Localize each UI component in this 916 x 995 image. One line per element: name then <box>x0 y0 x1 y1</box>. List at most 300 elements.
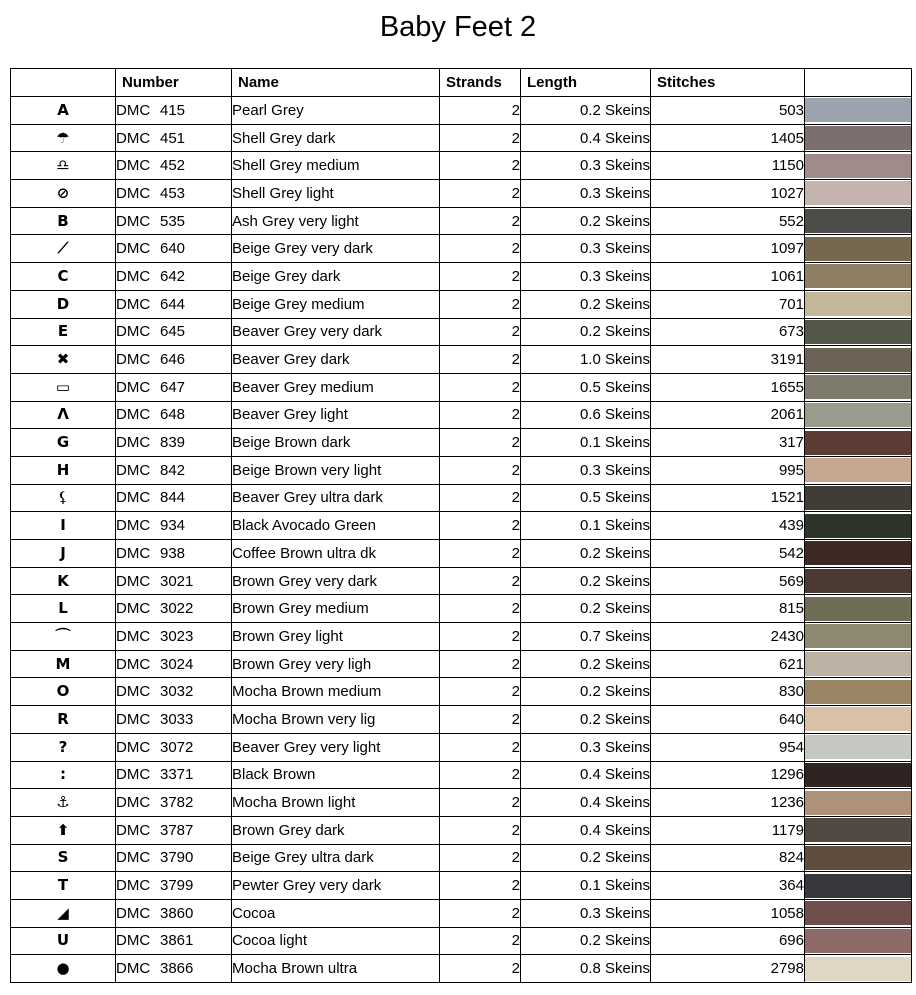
stitches-cell: 815 <box>651 595 805 623</box>
number-cell <box>116 318 232 346</box>
length-cell: 0.3 Skeins <box>521 235 651 263</box>
color-swatch <box>805 403 911 427</box>
brand-label: DMC <box>116 378 151 396</box>
strands-cell: 2 <box>440 955 521 983</box>
brand-label: DMC <box>116 267 151 285</box>
name-cell: Beaver Grey dark <box>232 346 440 374</box>
stitches-cell: 830 <box>651 678 805 706</box>
symbol-cell: D <box>11 290 116 318</box>
strands-cell: 2 <box>440 318 521 346</box>
stitches-cell: 696 <box>651 927 805 955</box>
length-cell: 0.2 Skeins <box>521 706 651 734</box>
symbol-cell: B <box>11 207 116 235</box>
name-cell: Brown Grey very ligh <box>232 650 440 678</box>
table-row <box>11 733 912 761</box>
symbol-cell: ⊘ <box>11 180 116 208</box>
color-swatch <box>805 791 911 815</box>
stitches-cell: 2430 <box>651 623 805 651</box>
length-cell: 0.2 Skeins <box>521 290 651 318</box>
number-cell <box>116 789 232 817</box>
swatch-cell <box>805 484 912 512</box>
color-swatch <box>805 375 911 399</box>
strands-cell: 2 <box>440 733 521 761</box>
name-cell: Shell Grey dark <box>232 124 440 152</box>
color-number: 3860 <box>160 904 194 922</box>
color-swatch <box>805 209 911 233</box>
strands-cell: 2 <box>440 872 521 900</box>
swatch-cell <box>805 789 912 817</box>
number-cell <box>116 650 232 678</box>
table-row <box>11 207 912 235</box>
color-number: 453 <box>160 184 186 202</box>
color-swatch <box>805 264 911 288</box>
brand-label: DMC <box>116 627 151 645</box>
header-length: Length <box>521 69 651 97</box>
length-cell: 0.2 Skeins <box>521 567 651 595</box>
strands-cell: 2 <box>440 207 521 235</box>
table-row <box>11 235 912 263</box>
brand-label: DMC <box>116 821 151 839</box>
color-swatch <box>805 707 911 731</box>
table-row <box>11 872 912 900</box>
length-cell: 0.3 Skeins <box>521 899 651 927</box>
strands-cell: 2 <box>440 512 521 540</box>
strands-cell: 2 <box>440 789 521 817</box>
table-row <box>11 706 912 734</box>
strands-cell: 2 <box>440 540 521 568</box>
symbol-cell: C <box>11 263 116 291</box>
color-swatch <box>805 763 911 787</box>
stitches-cell: 1058 <box>651 899 805 927</box>
symbol-cell: ⚓ <box>11 789 116 817</box>
number-cell <box>116 456 232 484</box>
number-cell <box>116 97 232 125</box>
symbol-cell: ● <box>11 955 116 983</box>
stitches-cell: 1061 <box>651 263 805 291</box>
name-cell: Beaver Grey light <box>232 401 440 429</box>
length-cell: 0.2 Skeins <box>521 540 651 568</box>
brand-label: DMC <box>116 517 151 535</box>
swatch-cell <box>805 456 912 484</box>
stitches-cell: 1097 <box>651 235 805 263</box>
length-cell: 0.1 Skeins <box>521 429 651 457</box>
brand-label: DMC <box>116 683 151 701</box>
name-cell: Beaver Grey medium <box>232 373 440 401</box>
stitches-cell: 503 <box>651 97 805 125</box>
number-cell <box>116 567 232 595</box>
number-cell <box>116 484 232 512</box>
strands-cell: 2 <box>440 899 521 927</box>
stitches-cell: 1296 <box>651 761 805 789</box>
brand-label: DMC <box>116 323 151 341</box>
color-swatch <box>805 597 911 621</box>
color-number: 3782 <box>160 794 194 812</box>
color-number: 644 <box>160 295 186 313</box>
swatch-cell <box>805 97 912 125</box>
brand-label: DMC <box>116 849 151 867</box>
length-cell: 0.2 Skeins <box>521 595 651 623</box>
length-cell: 0.1 Skeins <box>521 512 651 540</box>
floss-legend-table <box>10 68 912 983</box>
table-row <box>11 567 912 595</box>
name-cell: Beaver Grey very light <box>232 733 440 761</box>
color-swatch <box>805 458 911 482</box>
number-cell <box>116 373 232 401</box>
symbol-cell: M <box>11 650 116 678</box>
swatch-cell <box>805 152 912 180</box>
name-cell: Pearl Grey <box>232 97 440 125</box>
name-cell: Brown Grey very dark <box>232 567 440 595</box>
brand-label: DMC <box>116 212 151 230</box>
brand-label: DMC <box>116 461 151 479</box>
color-swatch <box>805 735 911 759</box>
table-row <box>11 955 912 983</box>
number-cell <box>116 207 232 235</box>
strands-cell: 2 <box>440 97 521 125</box>
brand-label: DMC <box>116 794 151 812</box>
table-row <box>11 263 912 291</box>
color-number: 646 <box>160 351 186 369</box>
name-cell: Beige Grey ultra dark <box>232 844 440 872</box>
stitches-cell: 1179 <box>651 816 805 844</box>
brand-label: DMC <box>116 489 151 507</box>
table-row <box>11 844 912 872</box>
color-swatch <box>805 569 911 593</box>
stitches-cell: 542 <box>651 540 805 568</box>
color-number: 451 <box>160 129 186 147</box>
color-number: 934 <box>160 517 186 535</box>
name-cell: Beige Brown dark <box>232 429 440 457</box>
color-number: 3022 <box>160 600 194 618</box>
color-number: 535 <box>160 212 186 230</box>
swatch-cell <box>805 733 912 761</box>
stitches-cell: 1405 <box>651 124 805 152</box>
strands-cell: 2 <box>440 816 521 844</box>
color-number: 844 <box>160 489 186 507</box>
color-number: 3032 <box>160 683 194 701</box>
table-row <box>11 373 912 401</box>
color-swatch <box>805 874 911 898</box>
color-number: 3021 <box>160 572 194 590</box>
color-number: 415 <box>160 101 186 119</box>
length-cell: 0.8 Skeins <box>521 955 651 983</box>
color-number: 647 <box>160 378 186 396</box>
name-cell: Black Brown <box>232 761 440 789</box>
swatch-cell <box>805 263 912 291</box>
header-stitches: Stitches <box>651 69 805 97</box>
table-row <box>11 816 912 844</box>
table-row <box>11 484 912 512</box>
brand-label: DMC <box>116 655 151 673</box>
stitches-cell: 2798 <box>651 955 805 983</box>
swatch-cell <box>805 512 912 540</box>
length-cell: 0.2 Skeins <box>521 97 651 125</box>
table-row <box>11 595 912 623</box>
strands-cell: 2 <box>440 623 521 651</box>
swatch-cell <box>805 761 912 789</box>
strands-cell: 2 <box>440 235 521 263</box>
stitches-cell: 552 <box>651 207 805 235</box>
color-number: 3790 <box>160 849 194 867</box>
name-cell: Mocha Brown very lig <box>232 706 440 734</box>
header-strands: Strands <box>440 69 521 97</box>
swatch-cell <box>805 927 912 955</box>
strands-cell: 2 <box>440 761 521 789</box>
stitches-cell: 569 <box>651 567 805 595</box>
length-cell: 1.0 Skeins <box>521 346 651 374</box>
swatch-cell <box>805 318 912 346</box>
length-cell: 0.6 Skeins <box>521 401 651 429</box>
length-cell: 0.2 Skeins <box>521 318 651 346</box>
swatch-cell <box>805 373 912 401</box>
brand-label: DMC <box>116 157 151 175</box>
strands-cell: 2 <box>440 373 521 401</box>
color-swatch <box>805 514 911 538</box>
length-cell: 0.2 Skeins <box>521 844 651 872</box>
symbol-cell: S <box>11 844 116 872</box>
symbol-cell: ⟋ <box>11 235 116 263</box>
name-cell: Mocha Brown ultra <box>232 955 440 983</box>
symbol-cell: Λ <box>11 401 116 429</box>
stitches-cell: 1150 <box>651 152 805 180</box>
table-row <box>11 623 912 651</box>
brand-label: DMC <box>116 960 151 978</box>
name-cell: Beige Grey medium <box>232 290 440 318</box>
strands-cell: 2 <box>440 595 521 623</box>
color-swatch <box>805 154 911 178</box>
color-number: 452 <box>160 157 186 175</box>
table-row <box>11 180 912 208</box>
header-symbol <box>11 69 116 97</box>
swatch-cell <box>805 401 912 429</box>
swatch-cell <box>805 650 912 678</box>
color-swatch <box>805 846 911 870</box>
swatch-cell <box>805 540 912 568</box>
length-cell: 0.3 Skeins <box>521 733 651 761</box>
swatch-cell <box>805 346 912 374</box>
color-number: 3023 <box>160 627 194 645</box>
brand-label: DMC <box>116 434 151 452</box>
length-cell: 0.3 Skeins <box>521 456 651 484</box>
name-cell: Beaver Grey ultra dark <box>232 484 440 512</box>
stitches-cell: 2061 <box>651 401 805 429</box>
table-row <box>11 456 912 484</box>
length-cell: 0.7 Skeins <box>521 623 651 651</box>
color-number: 648 <box>160 406 186 424</box>
length-cell: 0.3 Skeins <box>521 152 651 180</box>
symbol-cell: L <box>11 595 116 623</box>
stitches-cell: 364 <box>651 872 805 900</box>
color-swatch <box>805 541 911 565</box>
name-cell: Brown Grey medium <box>232 595 440 623</box>
swatch-cell <box>805 429 912 457</box>
symbol-cell: ✖ <box>11 346 116 374</box>
symbol-cell: ⚸ <box>11 484 116 512</box>
symbol-cell: ◢ <box>11 899 116 927</box>
stitches-cell: 640 <box>651 706 805 734</box>
number-cell <box>116 263 232 291</box>
stitches-cell: 701 <box>651 290 805 318</box>
symbol-cell: ⬆ <box>11 816 116 844</box>
table-row <box>11 540 912 568</box>
stitches-cell: 673 <box>651 318 805 346</box>
symbol-cell: G <box>11 429 116 457</box>
header-swatch <box>805 69 912 97</box>
name-cell: Beige Brown very light <box>232 456 440 484</box>
number-cell <box>116 761 232 789</box>
strands-cell: 2 <box>440 456 521 484</box>
length-cell: 0.3 Skeins <box>521 180 651 208</box>
length-cell: 0.3 Skeins <box>521 263 651 291</box>
header-row <box>11 69 912 97</box>
name-cell: Mocha Brown light <box>232 789 440 817</box>
length-cell: 0.4 Skeins <box>521 761 651 789</box>
number-cell <box>116 844 232 872</box>
strands-cell: 2 <box>440 152 521 180</box>
length-cell: 0.4 Skeins <box>521 124 651 152</box>
color-swatch <box>805 957 911 981</box>
name-cell: Cocoa <box>232 899 440 927</box>
name-cell: Black Avocado Green <box>232 512 440 540</box>
swatch-cell <box>805 180 912 208</box>
table-row <box>11 927 912 955</box>
color-swatch <box>805 98 911 122</box>
brand-label: DMC <box>116 710 151 728</box>
strands-cell: 2 <box>440 844 521 872</box>
table-row <box>11 152 912 180</box>
length-cell: 0.5 Skeins <box>521 484 651 512</box>
color-number: 3024 <box>160 655 194 673</box>
stitches-cell: 1655 <box>651 373 805 401</box>
brand-label: DMC <box>116 877 151 895</box>
strands-cell: 2 <box>440 678 521 706</box>
number-cell <box>116 401 232 429</box>
color-swatch <box>805 126 911 150</box>
color-number: 645 <box>160 323 186 341</box>
symbol-cell: R <box>11 706 116 734</box>
number-cell <box>116 540 232 568</box>
number-cell <box>116 816 232 844</box>
brand-label: DMC <box>116 129 151 147</box>
swatch-cell <box>805 844 912 872</box>
brand-label: DMC <box>116 766 151 784</box>
strands-cell: 2 <box>440 401 521 429</box>
strands-cell: 2 <box>440 706 521 734</box>
stitches-cell: 317 <box>651 429 805 457</box>
stitches-cell: 1236 <box>651 789 805 817</box>
strands-cell: 2 <box>440 484 521 512</box>
name-cell: Ash Grey very light <box>232 207 440 235</box>
color-swatch <box>805 680 911 704</box>
symbol-cell: U <box>11 927 116 955</box>
color-number: 3866 <box>160 960 194 978</box>
brand-label: DMC <box>116 295 151 313</box>
symbol-cell: ▭ <box>11 373 116 401</box>
symbol-cell: O <box>11 678 116 706</box>
symbol-cell: ? <box>11 733 116 761</box>
table-row <box>11 512 912 540</box>
color-number: 3072 <box>160 738 194 756</box>
number-cell <box>116 235 232 263</box>
symbol-cell: H <box>11 456 116 484</box>
symbol-cell: T <box>11 872 116 900</box>
name-cell: Mocha Brown medium <box>232 678 440 706</box>
number-cell <box>116 623 232 651</box>
symbol-cell: A <box>11 97 116 125</box>
number-cell <box>116 955 232 983</box>
name-cell: Coffee Brown ultra dk <box>232 540 440 568</box>
brand-label: DMC <box>116 240 151 258</box>
symbol-cell: ☂ <box>11 124 116 152</box>
table-row <box>11 318 912 346</box>
name-cell: Beige Grey dark <box>232 263 440 291</box>
color-number: 3371 <box>160 766 194 784</box>
number-cell <box>116 290 232 318</box>
swatch-cell <box>805 207 912 235</box>
color-number: 3033 <box>160 710 194 728</box>
length-cell: 0.2 Skeins <box>521 678 651 706</box>
brand-label: DMC <box>116 904 151 922</box>
color-swatch <box>805 320 911 344</box>
brand-label: DMC <box>116 572 151 590</box>
brand-label: DMC <box>116 600 151 618</box>
name-cell: Cocoa light <box>232 927 440 955</box>
color-swatch <box>805 652 911 676</box>
length-cell: 0.5 Skeins <box>521 373 651 401</box>
number-cell <box>116 595 232 623</box>
page-title: Baby Feet 2 <box>379 11 537 43</box>
symbol-cell: J <box>11 540 116 568</box>
number-cell <box>116 706 232 734</box>
table-row <box>11 650 912 678</box>
swatch-cell <box>805 706 912 734</box>
name-cell: Beige Grey very dark <box>232 235 440 263</box>
number-cell <box>116 927 232 955</box>
strands-cell: 2 <box>440 263 521 291</box>
number-cell <box>116 346 232 374</box>
strands-cell: 2 <box>440 180 521 208</box>
color-number: 642 <box>160 267 186 285</box>
table-row <box>11 789 912 817</box>
table-row <box>11 761 912 789</box>
number-cell <box>116 678 232 706</box>
table-row <box>11 429 912 457</box>
color-swatch <box>805 624 911 648</box>
brand-label: DMC <box>116 738 151 756</box>
swatch-cell <box>805 290 912 318</box>
color-swatch <box>805 901 911 925</box>
color-swatch <box>805 929 911 953</box>
table-row <box>11 899 912 927</box>
header-name: Name <box>232 69 440 97</box>
swatch-cell <box>805 955 912 983</box>
number-cell <box>116 429 232 457</box>
color-swatch <box>805 237 911 261</box>
header-number: Number <box>116 69 232 97</box>
color-number: 640 <box>160 240 186 258</box>
brand-label: DMC <box>116 932 151 950</box>
stitches-cell: 621 <box>651 650 805 678</box>
length-cell: 0.1 Skeins <box>521 872 651 900</box>
name-cell: Shell Grey medium <box>232 152 440 180</box>
brand-label: DMC <box>116 184 151 202</box>
symbol-cell: K <box>11 567 116 595</box>
swatch-cell <box>805 899 912 927</box>
strands-cell: 2 <box>440 927 521 955</box>
brand-label: DMC <box>116 101 151 119</box>
number-cell <box>116 152 232 180</box>
color-swatch <box>805 348 911 372</box>
